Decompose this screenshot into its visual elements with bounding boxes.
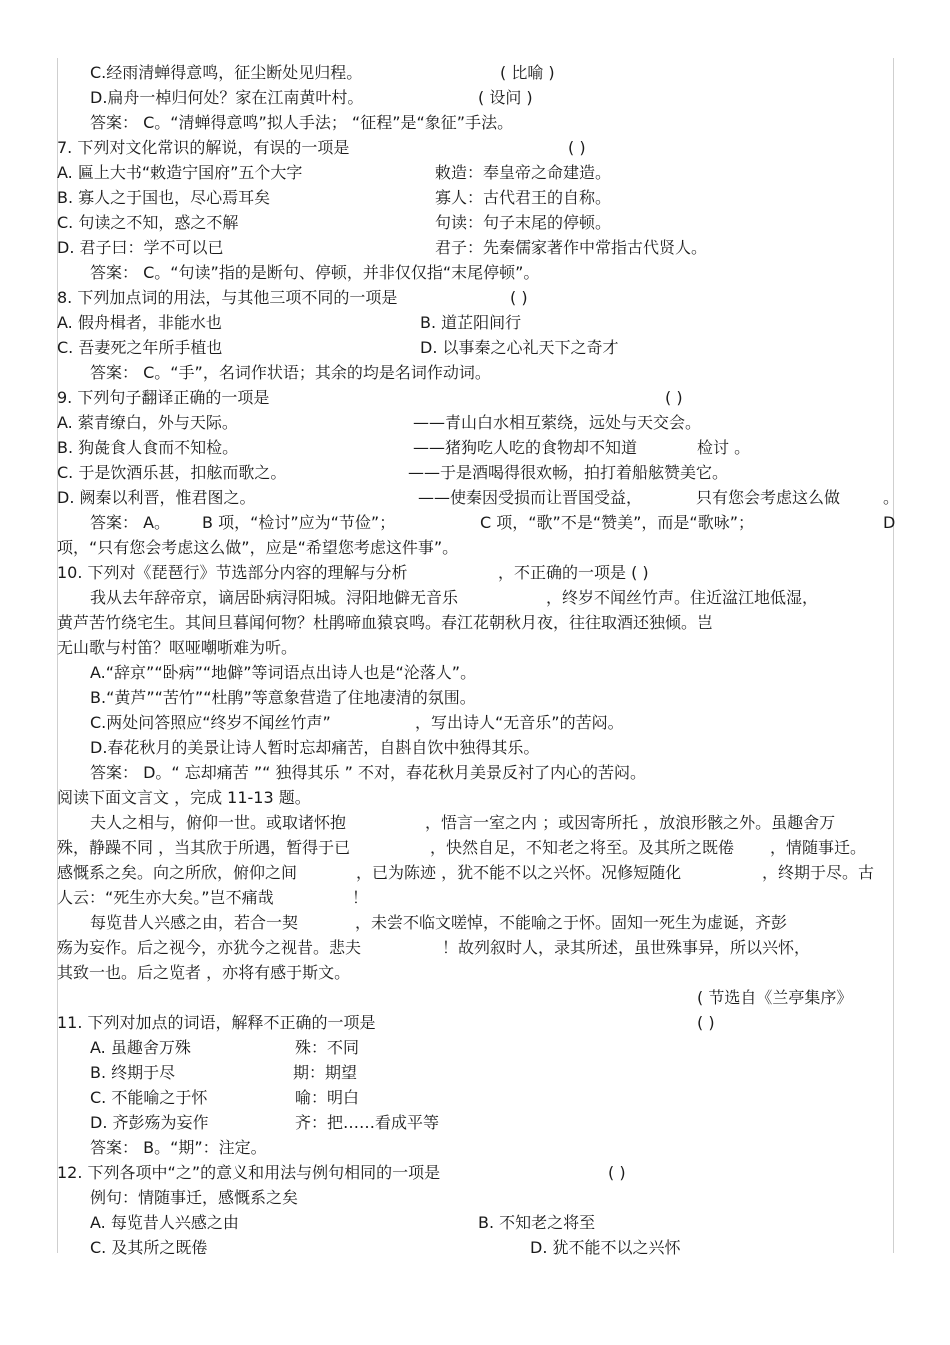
text-segment: 句读：句子末尾的停顿。: [435, 213, 612, 232]
text-segment: ，终期于尽。古: [762, 863, 875, 882]
text-segment: ！: [352, 888, 369, 907]
text-segment: A. 虽趣舍万殊: [90, 1038, 191, 1057]
text-segment: ( 比喻 ): [500, 63, 555, 82]
text-segment: 只有您会考虑这么做: [696, 488, 841, 507]
text-segment: ，不正确的一项是 ( ): [498, 563, 649, 582]
text-segment: C. 于是饮酒乐甚，扣舷而歌之。: [57, 463, 287, 482]
text-segment: 答案： A。: [90, 513, 171, 532]
text-segment: A. 匾上大书“敕造宁国府”五个大字: [57, 163, 303, 182]
text-segment: 答案： C。“清蝉得意鸣”拟人手法； “征程”是“象征”手法。: [90, 113, 514, 132]
text-segment: 感慨系之矣。向之所欣，俯仰之间: [57, 863, 298, 882]
text-segment: D. 犹不能不以之兴怀: [530, 1238, 681, 1257]
text-segment: ，悟言一室之内 ；或因寄所托 ，放浪形骸之外。虽趣舍万: [425, 813, 836, 832]
text-segment: D. 阙秦以利晋，惟君图之。: [57, 488, 256, 507]
text-segment: 殊，静躁不同 ，当其欣于所遇，暂得于已: [57, 838, 351, 857]
text-segment: D.扁舟一棹归何处？家在江南黄叶村。: [90, 88, 364, 107]
text-segment: ( ): [665, 388, 683, 407]
text-segment: 项，“只有您会考虑这么做”，应是“希望您考虑这件事”。: [57, 538, 459, 557]
text-segment: A. 每览昔人兴感之由: [90, 1213, 239, 1232]
text-segment: 君子：先秦儒家著作中常指古代贤人。: [435, 238, 708, 257]
text-segment: C.两处问答照应“终岁不闻丝竹声”: [90, 713, 331, 732]
text-segment: C 项，“歌”不是“赞美”，而是“歌咏”；: [480, 513, 754, 532]
text-segment: 阅读下面文言文 ，完成 11-13 题。: [57, 788, 311, 807]
text-segment: B. 不知老之将至: [478, 1213, 596, 1232]
text-segment: 答案： C。“手”，名词作状语；其余的均是名词作动词。: [90, 363, 491, 382]
text-segment: C. 吾妻死之年所手植也: [57, 338, 223, 357]
text-segment: ( 设问 ): [478, 88, 533, 107]
text-segment: ( ): [697, 1013, 715, 1032]
text-segment: 人云：“死生亦大矣。”岂不痛哉: [57, 888, 274, 907]
text-segment: A.“辞京”“卧病”“地僻”等词语点出诗人也是“沦落人”。: [90, 663, 477, 682]
text-segment: 殊：不同: [295, 1038, 360, 1057]
text-segment: ( ): [608, 1163, 626, 1182]
text-segment: C.经雨清蝉得意鸣，征尘断处见归程。: [90, 63, 363, 82]
text-segment: 9. 下列句子翻译正确的一项是: [57, 388, 270, 407]
text-segment: 每览昔人兴感之由，若合一契: [90, 913, 299, 932]
text-segment: B 项，“检讨”应为“节俭”；: [202, 513, 396, 532]
text-segment: C. 句读之不知，惑之不解: [57, 213, 239, 232]
text-segment: 答案： D。“ 忘却痛苦 ”“ 独得其乐 ” 不对，春花秋月美景反衬了内心的苦闷。: [90, 763, 646, 782]
text-segment: C. 及其所之既倦: [90, 1238, 208, 1257]
text-segment: ——使秦因受损而让晋国受益，: [418, 488, 643, 507]
text-segment: ，未尝不临文嗟悼，不能喻之于怀。固知一死生为虚诞，齐彭: [355, 913, 788, 932]
text-segment: 7. 下列对文化常识的解说，有误的一项是: [57, 138, 350, 157]
page-right-border: [893, 58, 894, 1253]
text-segment: ，写出诗人“无音乐”的苦闷。: [415, 713, 624, 732]
text-segment: D: [883, 513, 896, 532]
text-segment: ！故列叙时人，录其所述，虽世殊事异，所以兴怀，: [442, 938, 811, 957]
text-segment: D. 齐彭殇为妄作: [90, 1113, 209, 1132]
text-segment: 其致一也。后之览者 ，亦将有感于斯文。: [57, 963, 351, 982]
text-segment: ，终岁不闻丝竹声。住近湓江地低湿，: [546, 588, 819, 607]
text-segment: 我从去年辞帝京，谪居卧病浔阳城。浔阳地僻无音乐: [90, 588, 459, 607]
text-segment: B. 终期于尽: [90, 1063, 176, 1082]
text-segment: 检讨 。: [697, 438, 751, 457]
text-segment: ( ): [568, 138, 586, 157]
text-segment: ——猪狗吃人吃的食物却不知道: [413, 438, 638, 457]
text-segment: 答案： B。“期”：注定。: [90, 1138, 267, 1157]
text-segment: 12. 下列各项中“之”的意义和用法与例句相同的一项是: [57, 1163, 441, 1182]
text-segment: A. 萦青缭白，外与天际。: [57, 413, 238, 432]
text-segment: ( 节选自《兰亭集序》: [697, 988, 853, 1007]
text-segment: 夫人之相与，俯仰一世。或取诸怀抱: [90, 813, 347, 832]
text-segment: ——于是酒喝得很欢畅，拍打着船舷赞美它。: [408, 463, 729, 482]
text-segment: 齐：把……看成平等: [295, 1113, 440, 1132]
text-segment: C. 不能喻之于怀: [90, 1088, 208, 1107]
text-segment: ，快然自足，不知老之将至。及其所之既倦: [430, 838, 735, 857]
text-segment: ( ): [510, 288, 528, 307]
text-segment: 寡人：古代君王的自称。: [435, 188, 612, 207]
text-segment: A. 假舟楫者，非能水也: [57, 313, 222, 332]
text-segment: B. 狗彘食人食而不知检。: [57, 438, 239, 457]
text-segment: 喻：明白: [295, 1088, 360, 1107]
text-segment: 答案： C。“句读”指的是断句、停顿，并非仅仅指“末尾停顿”。: [90, 263, 540, 282]
text-segment: 敕造：奉皇帝之命建造。: [435, 163, 612, 182]
text-segment: ，已为陈迹 ，犹不能不以之兴怀。况修短随化: [356, 863, 682, 882]
text-segment: 。: [883, 488, 900, 507]
text-segment: 期：期望: [293, 1063, 358, 1082]
text-segment: ，情随事迁。: [770, 838, 867, 857]
text-segment: 殇为妄作。后之视今，亦犹今之视昔。悲夫: [57, 938, 362, 957]
text-segment: D. 以事秦之心礼天下之奇才: [420, 338, 619, 357]
text-segment: 无山歌与村笛？呕哑嘲哳难为听。: [57, 638, 298, 657]
text-segment: 8. 下列加点词的用法，与其他三项不同的一项是: [57, 288, 398, 307]
text-segment: B. 寡人之于国也，尽心焉耳矣: [57, 188, 271, 207]
text-segment: 黄芦苦竹绕宅生。其间旦暮闻何物？杜鹃啼血猿哀鸣。春江花朝秋月夜，往往取酒还独倾。岂: [57, 613, 714, 632]
text-segment: D. 君子曰：学不可以已: [57, 238, 224, 257]
text-segment: D.春花秋月的美景让诗人暂时忘却痛苦，自斟自饮中独得其乐。: [90, 738, 540, 757]
text-segment: 10. 下列对《琵琶行》节选部分内容的理解与分析: [57, 563, 408, 582]
text-segment: 例句：情随事迁，感慨系之矣: [90, 1188, 299, 1207]
text-segment: B.“黄芦”“苦竹”“杜鹃”等意象营造了住地凄清的氛围。: [90, 688, 476, 707]
text-segment: ——青山白水相互萦绕，远处与天交会。: [413, 413, 702, 432]
text-segment: 11. 下列对加点的词语，解释不正确的一项是: [57, 1013, 376, 1032]
text-segment: B. 道芷阳间行: [420, 313, 522, 332]
